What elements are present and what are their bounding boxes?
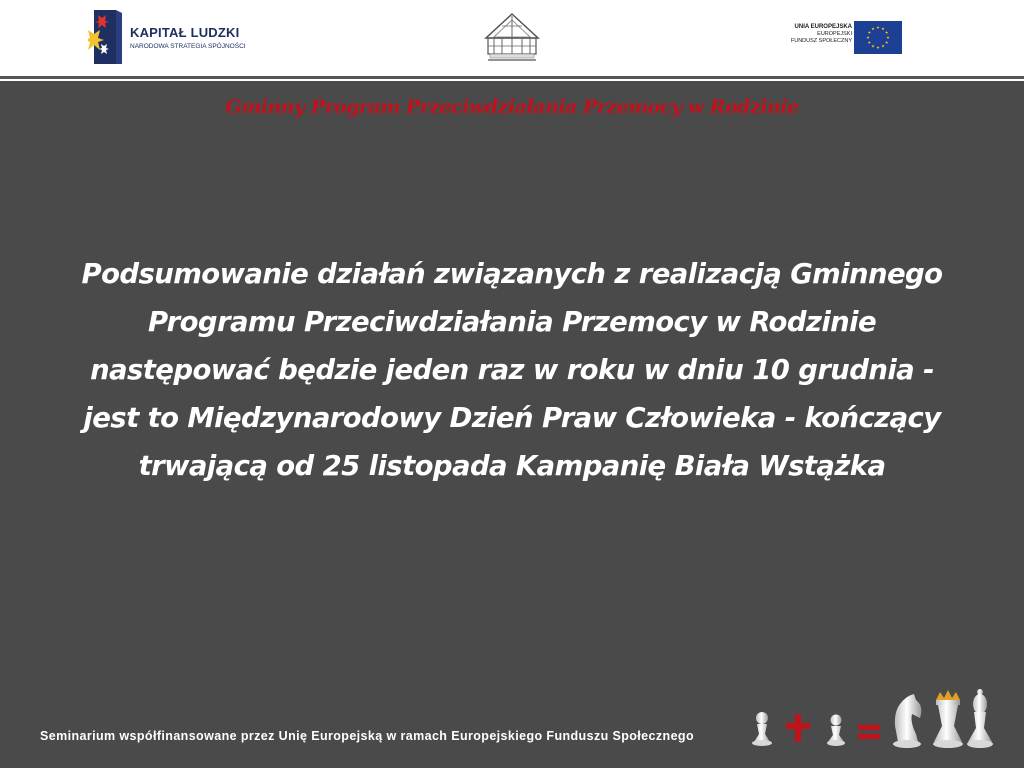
eu-line-2: EUROPEJSKI (817, 31, 852, 37)
bishop-icon (967, 689, 993, 748)
footer-cofinancing-note: Seminarium współfinansowane przez Unię Europejską w ramach Europejskiego Funduszu Społecznego (40, 729, 694, 743)
equals-sign-icon (858, 725, 880, 739)
eu-logo-text (791, 24, 852, 45)
body-line: Programu Przeciwdziałania Przemocy w Rodzinie (147, 306, 877, 338)
half-timbered-house-icon (482, 12, 542, 64)
eu-line-1: UNIA EUROPEJSKA (794, 24, 852, 30)
slide-body-text (20, 250, 1004, 490)
body-line: Podsumowanie działań związanych z realizacją Gminnego (81, 258, 943, 290)
kapital-ludzki-logo (88, 10, 258, 66)
eu-logo (780, 20, 906, 56)
chess-pieces-equation-icon (748, 682, 1000, 754)
king-icon (933, 690, 963, 748)
header-divider-highlight (0, 79, 1024, 81)
kapital-ludzki-title: KAPITAŁ LUDZKI (130, 25, 240, 40)
knight-icon (893, 694, 921, 748)
header-bar (0, 0, 1024, 76)
body-line: następować będzie jeden raz w roku w dniu 10 grudnia - (90, 354, 934, 386)
eu-flag-icon (854, 21, 902, 54)
eu-line-3: FUNDUSZ SPOŁECZNY (790, 38, 852, 44)
body-line: jest to Międzynarodowy Dzień Praw Człowieka - kończący (83, 402, 941, 434)
slide-subtitle: Gminny Program Przeciwdziałania Przemocy w Rodzinie (225, 96, 799, 118)
kapital-ludzki-subtitle: NARODOWA STRATEGIA SPÓJNOŚCI (130, 43, 246, 50)
plus-sign-icon (786, 714, 810, 742)
body-line: trwającą od 25 listopada Kampanię Biała Wstążka (138, 450, 886, 482)
pawn-icon (752, 712, 772, 746)
pawn-icon (827, 715, 845, 747)
kapital-ludzki-emblem-icon (88, 10, 122, 64)
